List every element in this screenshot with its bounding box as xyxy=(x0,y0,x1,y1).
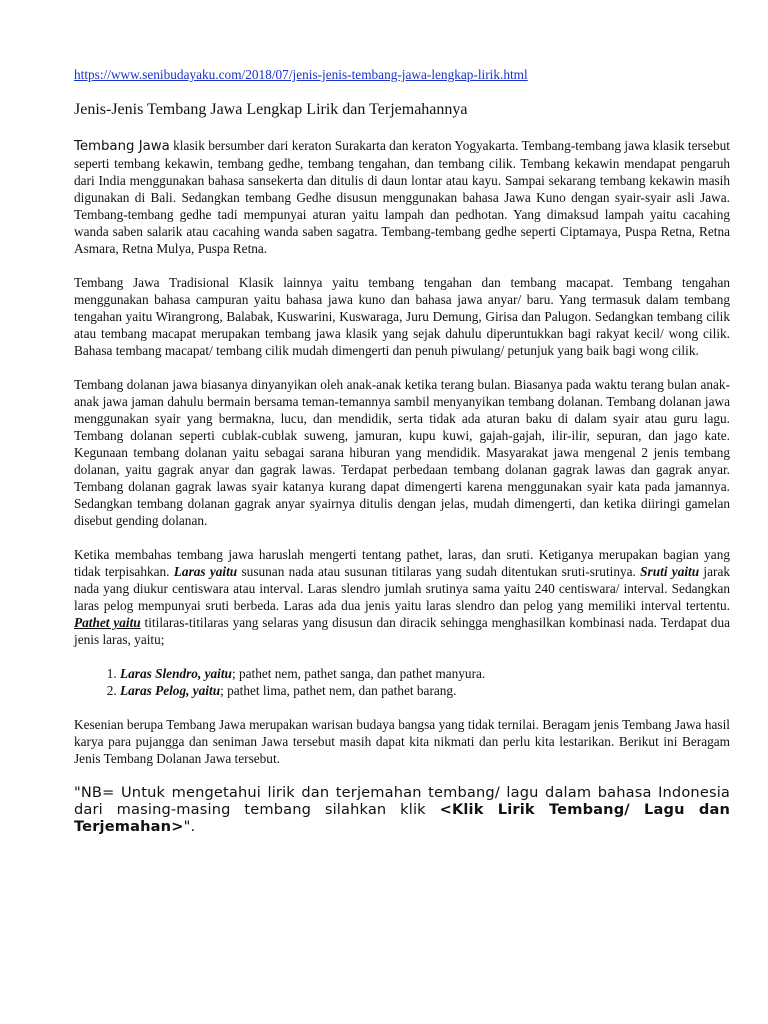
nb-text: "NB= Untuk mengetahui lirik dan terjemahan tembang/ lagu dalam bahasa Indonesia dari masing-masing tembang silahkan klik xyxy=(74,784,730,818)
p4-text-g: titilaras-titilaras yang selaras yang disusun dan diracik sehingga menghasilkan kombinasi nada. Terdapat dua jenis laras, yaitu; xyxy=(74,615,730,647)
list-item xyxy=(120,682,730,699)
paragraph-2: Tembang Jawa Tradisional Klasik lainnya yaitu tembang tengahan dan tembang macapat. Tembang tengahan menggunakan bahasa campuran yaitu bahasa jawa kuno dan bahasa jawa anyar/ baru. Yang termasuk dalam tembang tengahan yaitu Wirangrong, Balabak, Kuswarini, Kuswaraga, Juru Demung, Girisa dan Palugon. Sedangkan tembang cilik atau tembang macapat merupakan tembang jawa klasik yang sejak dahulu diperuntukkan bagi rakyat kecil/ wong cilik. Bahasa tembang macapat/ tembang cilik mudah dimengerti dan penuh piwulang/ petunjuk yang baik bagi wong cilik. xyxy=(74,275,730,358)
lyrics-link-label[interactable]: <Klik Lirik Tembang/ Lagu dan Terjemahan> xyxy=(74,801,730,835)
list-item-text: ; pathet nem, pathet sanga, dan pathet manyura. xyxy=(231,666,486,681)
source-link[interactable]: https://www.senibudayaku.com/2018/07/jenis-jenis-tembang-jawa-lengkap-lirik.html xyxy=(74,67,528,82)
p4-text-c: susunan nada atau susunan titilaras yang sudah ditentukan sruti-srutinya. xyxy=(237,564,641,579)
paragraph-3: Tembang dolanan jawa biasanya dinyanyikan oleh anak-anak ketika terang bulan. Biasanya pada waktu terang bulan anak-anak jawa jaman dahulu bermain bersama teman-temannya sambil menyanyikan tembang dolanan. Tembang dolanan jawa menggunakan syair yang bermakna, lucu, dan mendidik, serta tidak ada aturan baku di dalam syair atau guru lagu. Tembang dolanan seperti cublak-cublak suweng, jamuran, kupu kuwi, gajah-gajah, ilir-ilir, sepuran, dan jago kate. Kegunaan tembang dolanan yaitu sebagai sarana hiburan yang mendidik. Masyarakat jawa mengenal 2 jenis tembang dolanan, yaitu gagrak anyar dan gagrak lawas. Terdapat perbedaan tembang dolanan gagrak lawas dan gagrak anyar. Tembang dolanan gagrak lawas syair katanya kurang dapat dimengerti karena menggunakan syair kata pada jamannya. Sedangkan tembang dolanan gagrak anyar syairnya ditulis dengan jelas, mudah dimengerti, dan ketika diiringi gamelan disebut gending dolanan. xyxy=(74,377,730,528)
laras-term: Laras yaitu xyxy=(173,564,238,579)
paragraph-1 xyxy=(74,137,730,257)
pathet-term: Pathet yaitu xyxy=(74,615,141,630)
sruti-term: Sruti yaitu xyxy=(640,564,700,579)
nb-note xyxy=(74,784,730,835)
list-item-bold: Laras Slendro, yaitu xyxy=(120,666,232,681)
p4-text-a: Ketika membahas tembang jawa haruslah mengerti tentang pathet, laras, dan sruti. Ketiganya merupakan bagian yang tidak terpisahkan. xyxy=(74,547,730,579)
list-item-text: ; pathet lima, pathet nem, dan pathet barang. xyxy=(220,683,457,698)
lead-term: Tembang Jawa xyxy=(74,139,170,154)
paragraph-5: Kesenian berupa Tembang Jawa merupakan warisan budaya bangsa yang tidak ternilai. Beragam jenis Tembang Jawa hasil karya para pujangga dan seniman Jawa tersebut masih dapat kita nikmati dan perlu kita lestarikan. Berikut ini Beragam Jenis Tembang Dolanan Jawa tersebut. xyxy=(74,717,730,766)
paragraph-1-text: klasik bersumber dari keraton Surakarta dan keraton Yogyakarta. Tembang-tembang jawa klasik tersebut seperti tembang kekawin, tembang gedhe, tembang tengahan, dan tembang cilik. Tembang kekawin mendapat pengaruh dari India menggunakan bahasa sansekerta dan ditulis di daun lontar atau kayu. Sampai sekarang tembang kekawin masih digunakan di Bali. Sedangkan tembang Gedhe disusun menggunakan bahasa Jawa Kuno dengan syair-syair asli Jawa. Tembang-tembang gedhe tadi mempunyai aturan yaitu lampah dan pedhotan. Yang dimaksud lampah yaitu cacahing wanda saben salarik atau cacahing wanda saben sagatra. Tembang-tembang gedhe seperti Ciptamaya, Puspa Retna, Retna Asmara, Retna Mulya, Puspa Retna. xyxy=(74,138,730,256)
nb-end: ". xyxy=(183,818,196,835)
p4-text-e: jarak nada yang diukur centiswara atau interval. Laras slendro jumlah srutinya sama yaitu 240 centiswara/ interval. Sedangkan laras pelog mempunyai sruti berbeda. Laras ada dua jenis yaitu laras slendro dan pelog yang memiliki interval tertentu. xyxy=(74,564,731,613)
document-page xyxy=(74,66,730,835)
list-item xyxy=(120,665,730,682)
laras-list xyxy=(74,665,730,699)
page-title: Jenis-Jenis Tembang Jawa Lengkap Lirik dan Terjemahannya xyxy=(74,101,468,118)
paragraph-4 xyxy=(74,546,730,648)
list-item-bold: Laras Pelog, yaitu xyxy=(120,683,221,698)
